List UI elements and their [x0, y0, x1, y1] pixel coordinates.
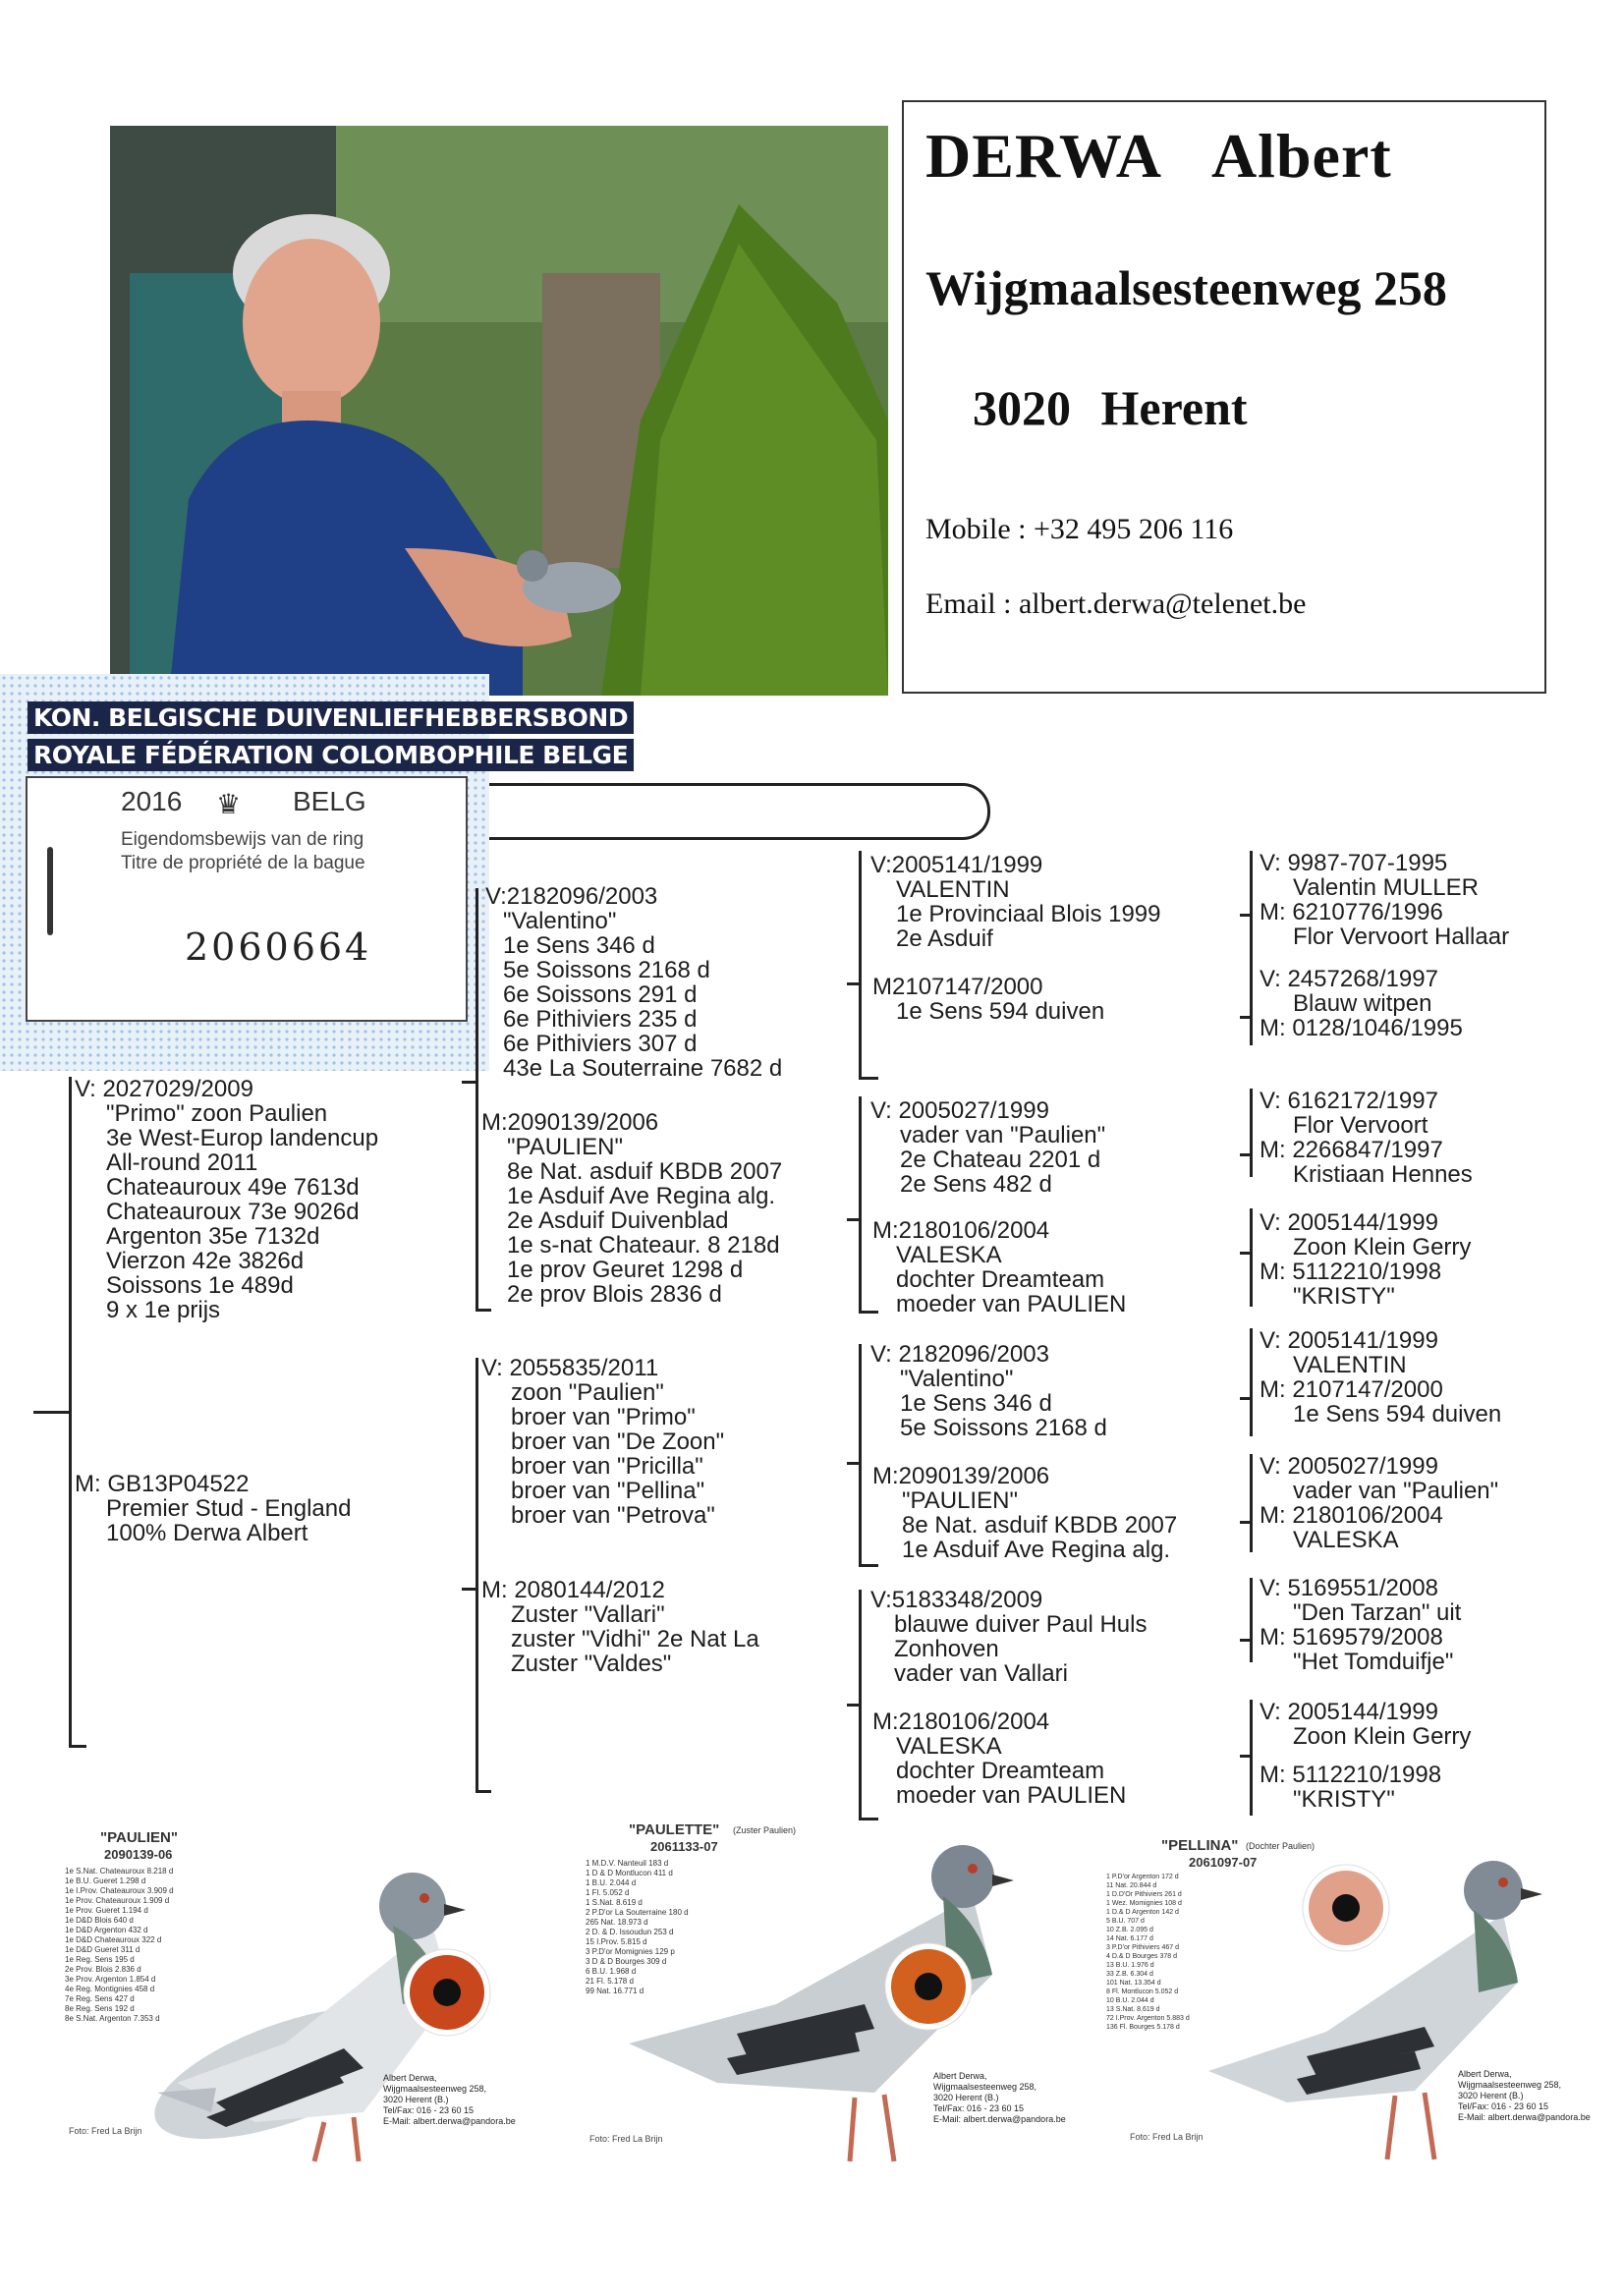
gen4-block-4: [1260, 1210, 1471, 1309]
gen3-line: vader van "Paulien": [900, 1122, 1106, 1148]
gen3-line: dochter Dreamteam: [896, 1266, 1105, 1293]
gen4-tick: [1240, 1639, 1250, 1642]
gen2-line: M:2090139/2006: [481, 1109, 659, 1136]
result-row: 136 Fl. Bourges 5.178 d: [1106, 2024, 1180, 2031]
gen2-line: broer van "De Zoon": [511, 1428, 725, 1455]
gen4-bracket-2: [1250, 967, 1253, 1045]
address-line: Albert Derwa,: [1458, 2069, 1512, 2079]
result-row: 1e Prov. Gueret 1.194 d: [65, 1906, 148, 1915]
gen2-line: Zuster "Vallari": [511, 1601, 665, 1628]
gen2-line: zoon "Paulien": [511, 1379, 664, 1406]
address-line: E-Mail: albert.derwa@pandora.be: [1458, 2112, 1591, 2122]
gen3-line: 1e Asduif Ave Regina alg.: [902, 1537, 1171, 1563]
result-row: 1e D&D Blois 640 d: [65, 1916, 134, 1925]
sire-line: V: 2027029/2009: [75, 1076, 253, 1102]
gen3-line: 5e Soissons 2168 d: [900, 1415, 1107, 1441]
pigeon-ring: 2061097-07: [1189, 1855, 1258, 1870]
result-row: 14 Nat. 6.177 d: [1106, 1935, 1153, 1942]
gen4-line: Zoon Klein Gerry: [1293, 1234, 1472, 1260]
gen4-block-6: [1260, 1454, 1498, 1552]
bracket-foot: [69, 1745, 86, 1748]
pedigree-header-bar: [485, 783, 990, 840]
gen3-bracket-4: [859, 1590, 862, 1820]
subject-bracket: [69, 1077, 72, 1747]
photo-credit: Foto: Fred La Brijn: [69, 2126, 142, 2136]
result-row: 21 Fl. 5.178 d: [586, 1977, 634, 1986]
bracket-foot: [859, 1077, 878, 1080]
gen4-line: M: 6210776/1996: [1260, 899, 1443, 925]
dam-line: 100% Derwa Albert: [106, 1520, 308, 1546]
result-row: 1 D & D Montlucon 411 d: [586, 1869, 673, 1877]
gen2-sire: [485, 884, 782, 1081]
result-row: 8e Reg. Sens 192 d: [65, 2004, 135, 2013]
gen4-bracket-7: [1250, 1578, 1253, 1662]
gen3-bracket-1: [859, 851, 862, 1079]
result-row: 7e Reg. Sens 427 d: [65, 1994, 135, 2003]
result-row: 3 P.D'or Pithiviers 467 d: [1106, 1944, 1179, 1951]
pigeon-note: (Zuster Paulien): [733, 1825, 797, 1835]
gen4-tick: [1240, 1397, 1250, 1400]
gen4-line: V: 2005027/1999: [1260, 1453, 1438, 1480]
dam-side-bracket: [476, 1358, 478, 1792]
gen4-line: 1e Sens 594 duiven: [1293, 1401, 1502, 1428]
gen4-line: Kristiaan Hennes: [1293, 1161, 1473, 1188]
result-row: 5 B.U. 707 d: [1106, 1918, 1145, 1925]
result-row: 1 B.U. 2.044 d: [586, 1878, 637, 1887]
gen2-line: 6e Pithiviers 307 d: [503, 1031, 698, 1057]
gen3-line: M:2180106/2004: [872, 1708, 1050, 1735]
gen4-line: Zoon Klein Gerry: [1293, 1723, 1472, 1750]
address-block: [383, 2073, 516, 2127]
gen3-line: VALESKA: [896, 1733, 1002, 1760]
gen4-line: V: 6162172/1997: [1260, 1088, 1438, 1114]
gen4-tick: [1240, 1252, 1250, 1255]
gen3-line: M2107147/2000: [872, 974, 1043, 1000]
sire-line: Chateauroux 49e 7613d: [106, 1174, 360, 1201]
address-line: Tel/Fax: 016 - 23 60 15: [383, 2105, 475, 2115]
address-block: [933, 2071, 1066, 2125]
gen2-line: 1e s-nat Chateaur. 8 218d: [507, 1232, 780, 1259]
subject-dam: [75, 1472, 351, 1545]
result-row: 11 Nat. 20.844 d: [1106, 1882, 1157, 1889]
address-line: Albert Derwa,: [383, 2073, 437, 2083]
gen3-block-4: [872, 1218, 1126, 1316]
address-line: Albert Derwa,: [933, 2071, 987, 2081]
gen4-block-7: [1260, 1576, 1461, 1674]
address-line: E-Mail: albert.derwa@pandora.be: [933, 2114, 1066, 2124]
sire-line: 9 x 1e prijs: [106, 1297, 221, 1323]
gen4-tick: [1240, 1755, 1250, 1758]
gen4-bracket-5: [1250, 1328, 1253, 1436]
result-row: 10 Z.B. 2.095 d: [1106, 1927, 1153, 1933]
sire-line: Argenton 35e 7132d: [106, 1223, 320, 1250]
gen3-block-8: [872, 1709, 1126, 1808]
gen2-line: broer van "Petrova": [511, 1502, 715, 1529]
gen3-line: V: 2182096/2003: [870, 1341, 1049, 1368]
card-title-nl: KON. BELGISCHE DUIVENLIEFHEBBERSBOND: [28, 701, 634, 734]
gen4-line: VALENTIN: [1293, 1352, 1407, 1378]
gen3-line: dochter Dreamteam: [896, 1758, 1105, 1784]
address-line: Wijgmaalsesteenweg 258,: [383, 2084, 487, 2094]
card-country: BELG: [293, 786, 366, 816]
gen3-line: M:2180106/2004: [872, 1217, 1050, 1244]
result-row: 1e D&D Chateauroux 322 d: [65, 1935, 162, 1944]
gen4-block-3: [1260, 1089, 1473, 1187]
bracket-foot: [859, 1564, 878, 1567]
gen3-bracket-2: [859, 1096, 862, 1313]
gen3-line: 2e Sens 482 d: [900, 1171, 1052, 1198]
result-row: 3 P.D'or Momignies 129 p: [586, 1947, 675, 1956]
gen3-line: V:5183348/2009: [870, 1587, 1043, 1613]
pigeon-card-pellina: [1100, 1835, 1611, 2169]
gen3-tick: [847, 1218, 859, 1221]
gen2-line: 5e Soissons 2168 d: [503, 957, 710, 983]
gen4-bracket-6: [1250, 1454, 1253, 1552]
gen3-line: 1e Sens 594 duiven: [896, 998, 1105, 1025]
result-row: 101 Nat. 13.354 d: [1106, 1980, 1161, 1987]
gen4-line: V: 9987-707-1995: [1260, 850, 1448, 876]
gen3-line: V: 2005027/1999: [870, 1097, 1049, 1124]
gen2-line: 1e Asduif Ave Regina alg.: [507, 1183, 776, 1209]
gen3-line: blauwe duiver Paul Huls: [894, 1611, 1148, 1638]
gen3-tick: [847, 1462, 859, 1465]
gen4-tick: [1240, 914, 1250, 917]
gen4-line: "KRISTY": [1293, 1786, 1395, 1813]
sire-line: "Primo" zoon Paulien: [106, 1100, 328, 1127]
gen2-line: 43e La Souterraine 7682 d: [503, 1055, 783, 1082]
pigeon-note: (Dochter Paulien): [1246, 1841, 1316, 1851]
gen2-line: zuster "Vidhi" 2e Nat La: [511, 1626, 759, 1652]
result-row: 1e S.Nat. Chateauroux 8.218 d: [65, 1867, 174, 1876]
dam-line: Premier Stud - England: [106, 1495, 352, 1522]
address-line: 3020 Herent (B.): [1458, 2091, 1524, 2100]
result-row: 2e Prov. Blois 2.836 d: [65, 1965, 141, 1974]
subject-sire: [75, 1077, 378, 1322]
result-row: 33 Z.B. 6.304 d: [1106, 1971, 1153, 1978]
gen2-line: 2e Asduif Duivenblad: [507, 1207, 729, 1234]
gen4-line: "Het Tomduifje": [1293, 1649, 1454, 1675]
gen2-line: "Valentino": [503, 908, 617, 934]
gen2-sire-2: [481, 1356, 724, 1528]
gen4-bracket-3: [1250, 1089, 1253, 1177]
result-row: 1 M.D.V. Nanteuil 183 d: [586, 1859, 669, 1868]
gen4-tick: [1240, 1153, 1250, 1156]
gen2-line: V: 2055835/2011: [481, 1355, 659, 1381]
contact-box: [902, 100, 1546, 694]
pigeon-ring: 2061133-07: [650, 1839, 718, 1854]
gen4-line: "Den Tarzan" uit: [1293, 1599, 1462, 1626]
gen2-line: "PAULIEN": [507, 1134, 623, 1160]
gen3-line: M:2090139/2006: [872, 1463, 1050, 1489]
pigeon-card-paulien: [39, 1827, 550, 2181]
gen3-line: Zonhoven: [894, 1636, 999, 1662]
gen3-line: moeder van PAULIEN: [896, 1782, 1127, 1809]
gen3-line: vader van Vallari: [894, 1660, 1068, 1687]
dam-side-tick: [462, 1588, 476, 1591]
result-row: 2 P.D'or La Souterraine 180 d: [586, 1908, 689, 1917]
card-year: 2016: [121, 786, 183, 816]
gen3-line: 2e Asduif: [896, 925, 993, 952]
result-row: 72 I.Prov. Argenton 5.883 d: [1106, 2015, 1190, 2022]
address-line: 3020 Herent (B.): [383, 2095, 449, 2104]
card-subtitle-nl: Eigendomsbewijs van de ring: [121, 829, 364, 850]
breeder-name: DERWA Albert: [925, 121, 1392, 191]
mobile-number: Mobile : +32 495 206 116: [925, 513, 1234, 545]
gen3-tick: [847, 982, 859, 985]
gen3-line: 1e Provinciaal Blois 1999: [896, 901, 1161, 927]
pigeon-title: "PAULIEN": [100, 1829, 178, 1846]
result-row: 1e D&D Argenton 432 d: [65, 1926, 148, 1934]
result-row: 6 B.U. 1.968 d: [586, 1967, 637, 1976]
gen4-line: Blauw witpen: [1293, 990, 1432, 1017]
gen4-line: M: 5169579/2008: [1260, 1624, 1443, 1651]
photo-credit: Foto: Fred La Brijn: [589, 2134, 663, 2144]
bracket-foot: [476, 1309, 491, 1312]
address-line: Wijgmaalsesteenweg 258,: [933, 2082, 1037, 2092]
gen3-line: VALESKA: [896, 1242, 1002, 1268]
result-row: 1 Wez. Momignies 108 d: [1106, 1900, 1182, 1907]
gen2-line: broer van "Pricilla": [511, 1453, 703, 1480]
sire-line: Soissons 1e 489d: [106, 1272, 294, 1299]
gen2-line: 6e Pithiviers 235 d: [503, 1006, 698, 1033]
gen4-line: V: 2005141/1999: [1260, 1327, 1438, 1354]
breeder-photo: [110, 126, 888, 696]
dam-line: M: GB13P04522: [75, 1471, 250, 1497]
result-row: 1e Reg. Sens 195 d: [65, 1955, 135, 1964]
result-row: 15 I.Prov. 5.815 d: [586, 1937, 647, 1946]
result-row: 4 D.& D Bourges 378 d: [1106, 1953, 1177, 1960]
gen3-line: moeder van PAULIEN: [896, 1291, 1127, 1317]
gen2-line: 2e prov Blois 2836 d: [507, 1281, 722, 1308]
gen2-dam: [481, 1110, 782, 1307]
result-row: 1e B.U. Gueret 1.298 d: [65, 1876, 146, 1885]
gen4-line: VALESKA: [1293, 1527, 1399, 1553]
result-row: 1e Prov. Chateauroux 1.909 d: [65, 1896, 170, 1905]
result-row: 8 Fl. Montlucon 5.052 d: [1106, 1988, 1179, 1995]
gen4-block-8: [1260, 1700, 1471, 1812]
sire-line: All-round 2011: [106, 1149, 258, 1176]
gen4-line: "KRISTY": [1293, 1283, 1395, 1310]
result-row: 1 D.& D Argenton 142 d: [1106, 1909, 1179, 1916]
sire-line: 3e West-Europ landencup: [106, 1125, 379, 1151]
result-row: 265 Nat. 18.973 d: [586, 1918, 648, 1927]
card-subtitle-fr: Titre de propriété de la bague: [121, 853, 365, 873]
gen4-line: V: 2457268/1997: [1260, 966, 1438, 992]
sire-line: Vierzon 42e 3826d: [106, 1248, 305, 1274]
gen4-line: Flor Vervoort: [1293, 1112, 1428, 1139]
gen3-tick: [847, 1704, 859, 1707]
gen3-block-1: [870, 853, 1161, 951]
gen3-block-6: [872, 1464, 1177, 1562]
pigeon-card-paulette: [580, 1818, 1091, 2181]
results-list: [1106, 1873, 1190, 2032]
gen3-bracket-3: [859, 1344, 862, 1566]
gen4-tick: [1240, 1016, 1250, 1019]
gen2-line: Zuster "Valdes": [511, 1651, 672, 1677]
address-line: Tel/Fax: 016 - 23 60 15: [933, 2103, 1025, 2113]
gen3-line: 8e Nat. asduif KBDB 2007: [902, 1512, 1178, 1539]
gen4-line: V: 5169551/2008: [1260, 1575, 1438, 1601]
gen4-line: Valentin MULLER: [1293, 874, 1479, 901]
gen4-line: M: 2180106/2004: [1260, 1502, 1443, 1529]
gen2-line: 1e prov Geuret 1298 d: [507, 1257, 744, 1283]
result-row: 4e Reg. Montignies 458 d: [65, 1985, 155, 1993]
result-row: 1 Fl. 5.052 d: [586, 1888, 630, 1897]
gen4-line: Flor Vervoort Hallaar: [1293, 924, 1510, 950]
gen4-line: V: 2005144/1999: [1260, 1699, 1438, 1725]
crown-icon: ♛: [216, 789, 242, 819]
sire-line: Chateauroux 73e 9026d: [106, 1199, 360, 1225]
email-address: Email : albert.derwa@telenet.be: [925, 588, 1307, 620]
result-row: 1 D.D'Or Pithiviers 261 d: [1106, 1891, 1182, 1898]
address-block: [1458, 2069, 1591, 2123]
result-row: 2 D. & D. Issoudun 253 d: [586, 1928, 674, 1936]
result-row: 10 B.U. 2.044 d: [1106, 1997, 1154, 2004]
street-address: Wijgmaalsesteenweg 258: [925, 260, 1447, 315]
sire-side-bracket: [476, 888, 478, 1311]
gen4-line: V: 2005144/1999: [1260, 1209, 1438, 1236]
result-row: 13 B.U. 1.976 d: [1106, 1962, 1154, 1969]
result-row: 3 D & D Bourges 309 d: [586, 1957, 667, 1966]
gen2-line: broer van "Primo": [511, 1404, 696, 1430]
gen4-line: M: 5112210/1998: [1260, 1762, 1442, 1788]
pigeon-ring: 2090139-06: [104, 1847, 173, 1862]
address-line: Tel/Fax: 016 - 23 60 15: [1458, 2101, 1549, 2111]
card-clip: [47, 847, 53, 935]
result-row: 1 S.Nat. 8.619 d: [586, 1898, 643, 1907]
result-row: 99 Nat. 16.771 d: [586, 1987, 644, 1995]
city: 3020 Herent: [973, 380, 1248, 435]
gen4-tick: [1240, 1521, 1250, 1524]
gen3-line: V:2005141/1999: [870, 852, 1043, 878]
pigeon-title: "PAULETTE": [629, 1821, 720, 1838]
gen4-block-2: [1260, 967, 1463, 1040]
gen3-block-5: [870, 1342, 1107, 1440]
gen4-line: vader van "Paulien": [1293, 1478, 1499, 1504]
pigeon-title: "PELLINA": [1161, 1837, 1239, 1854]
gen4-line: M: 2107147/2000: [1260, 1376, 1443, 1403]
gen3-block-2: [872, 975, 1104, 1024]
pigeon-paulette-illustration: [619, 1837, 1061, 2181]
result-row: 1e I.Prov. Chateauroux 3.909 d: [65, 1886, 174, 1895]
card-inner: [26, 776, 468, 1022]
photo-credit: Foto: Fred La Brijn: [1130, 2132, 1204, 2142]
result-row: 8e S.Nat. Argenton 7.353 d: [65, 2014, 160, 2023]
gen3-line: 1e Sens 346 d: [900, 1390, 1052, 1417]
gen4-line: M: 5112210/1998: [1260, 1259, 1442, 1285]
gen3-block-3: [870, 1098, 1105, 1197]
bracket-foot: [476, 1790, 491, 1793]
address-line: E-Mail: albert.derwa@pandora.be: [383, 2116, 516, 2126]
gen2-line: broer van "Pellina": [511, 1478, 705, 1504]
gen3-line: VALENTIN: [896, 876, 1010, 903]
gen4-bracket-8: [1250, 1700, 1253, 1816]
sire-side-tick: [462, 1081, 476, 1084]
gen2-line: V:2182096/2003: [485, 883, 658, 910]
result-row: 1 P.D'or Argenton 172 d: [1106, 1874, 1179, 1880]
gen3-block-7: [870, 1588, 1147, 1686]
result-row: 1e D&D Gueret 311 d: [65, 1945, 140, 1954]
address-line: 3020 Herent (B.): [933, 2093, 999, 2102]
gen3-line: "Valentino": [900, 1366, 1014, 1392]
address-line: Wijgmaalsesteenweg 258,: [1458, 2080, 1562, 2090]
gen2-line: M: 2080144/2012: [481, 1577, 665, 1603]
gen3-line: "PAULIEN": [902, 1487, 1018, 1514]
gen4-block-1: [1260, 851, 1509, 949]
result-row: 13 S.Nat. 8.619 d: [1106, 2006, 1160, 2013]
gen4-block-5: [1260, 1328, 1501, 1427]
subject-tick: [33, 1411, 69, 1414]
gen3-line: 2e Chateau 2201 d: [900, 1147, 1101, 1173]
ring-number: 2060664: [185, 925, 372, 969]
gen2-line: 8e Nat. asduif KBDB 2007: [507, 1158, 783, 1185]
card-title-fr: ROYALE FÉDÉRATION COLOMBOPHILE BELGE: [28, 739, 634, 771]
gen4-bracket-4: [1250, 1208, 1253, 1307]
gen4-line: M: 0128/1046/1995: [1260, 1015, 1463, 1041]
result-row: 3e Prov. Argenton 1.854 d: [65, 1975, 156, 1984]
gen2-line: 6e Soissons 291 d: [503, 981, 698, 1008]
gen2-line: 1e Sens 346 d: [503, 932, 655, 959]
gen2-dam-2: [481, 1578, 759, 1676]
gen4-line: M: 2266847/1997: [1260, 1137, 1443, 1163]
